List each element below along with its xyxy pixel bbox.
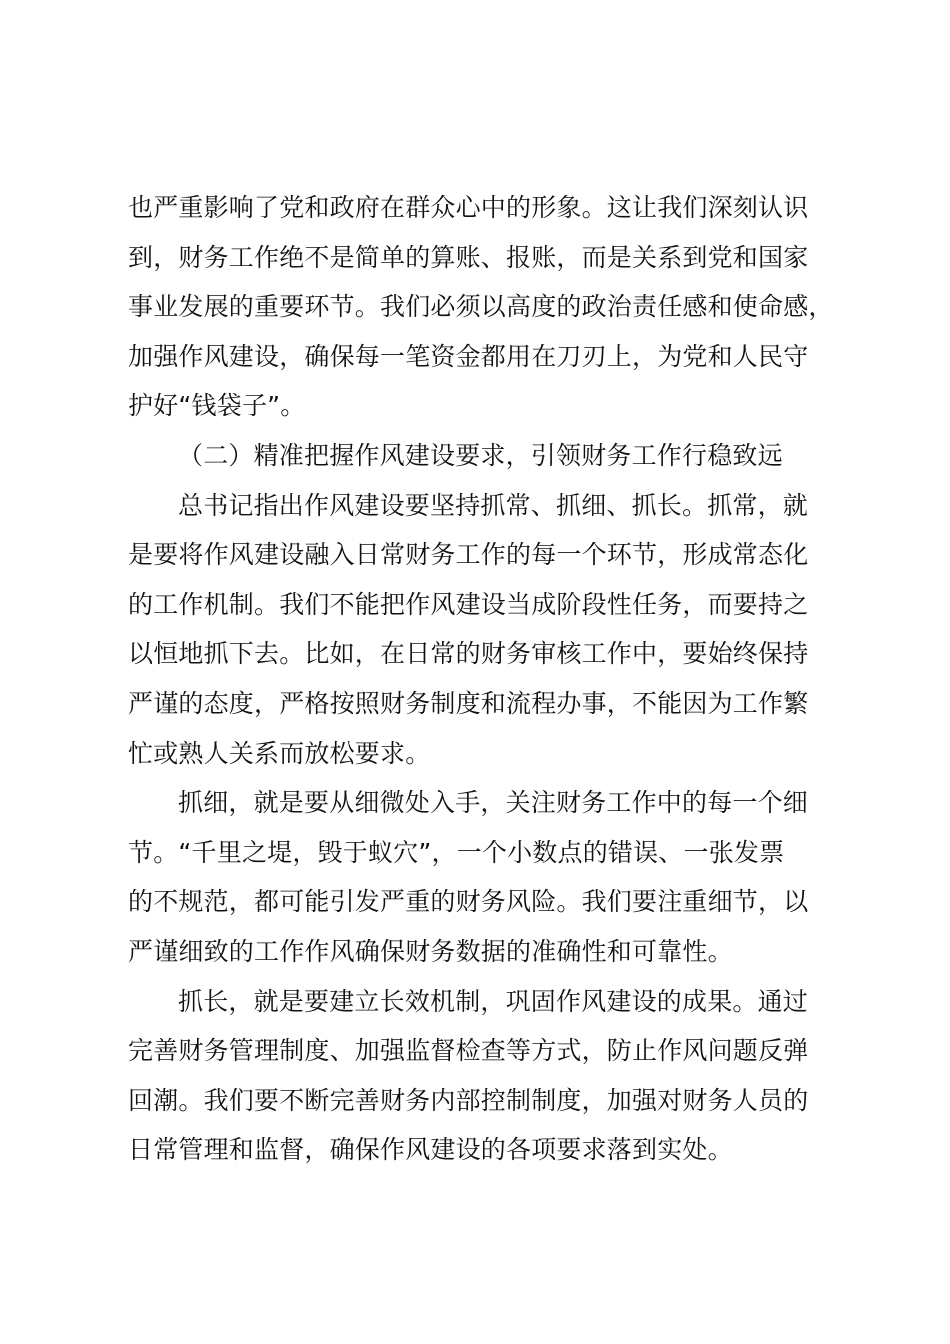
text-line: 完善财务管理制度、加强监督检查等方式，防止作风问题反弹: [128, 1036, 809, 1066]
text-line: 回潮。我们要不断完善财务内部控制制度，加强对财务人员的: [128, 1085, 809, 1115]
paragraph-continuation: [128, 183, 834, 431]
text-line: 也严重影响了党和政府在群众心中的形象。这让我们深刻认识: [128, 193, 809, 222]
paragraph-zhuaxi: [128, 778, 834, 976]
text-line: 的工作机制。我们不能把作风建设当成阶段性任务，而要持之: [128, 589, 809, 619]
text-line: 是要将作风建设融入日常财务工作的每一个环节，形成常态化: [128, 540, 809, 570]
text-line: 严谨的态度，严格按照财务制度和流程办事，不能因为工作繁: [128, 688, 809, 718]
text-line: 日常管理和监督，确保作风建设的各项要求落到实处。: [128, 1135, 733, 1165]
text-line: 护好“钱袋子”。: [128, 391, 306, 421]
paragraph-zhuachang: [128, 481, 834, 779]
text-line: 到，财务工作绝不是简单的算账、报账，而是关系到党和国家: [128, 242, 809, 272]
document-body: [128, 183, 834, 1175]
text-line: 抓长，就是要建立长效机制，巩固作风建设的成果。通过: [178, 986, 809, 1016]
heading-text: （二）精准把握作风建设要求，引领财务工作行稳致远: [178, 440, 783, 470]
text-line: 以恒地抓下去。比如，在日常的财务审核工作中，要始终保持: [128, 639, 809, 669]
text-line: 事业发展的重要环节。我们必须以高度的政治责任感和使命感，: [128, 292, 834, 322]
text-line: 抓细，就是要从细微处入手，关注财务工作中的每一个细: [178, 788, 809, 818]
text-line: 加强作风建设，确保每一笔资金都用在刀刃上，为党和人民守: [128, 341, 809, 371]
text-line: 忙或熟人关系而放松要求。: [128, 738, 431, 768]
text-line: 的不规范，都可能引发严重的财务风险。我们要注重细节，以: [128, 887, 809, 917]
paragraph-zhuachang-long: [128, 977, 834, 1175]
text-line: 严谨细致的工作作风确保财务数据的准确性和可靠性。: [128, 936, 733, 966]
text-line: 总书记指出作风建设要坚持抓常、抓细、抓长。抓常，就: [178, 490, 809, 520]
text-line: 节。“千里之堤，毁于蚁穴”，一个小数点的错误、一张发票: [128, 837, 785, 867]
section-heading: [128, 431, 834, 481]
